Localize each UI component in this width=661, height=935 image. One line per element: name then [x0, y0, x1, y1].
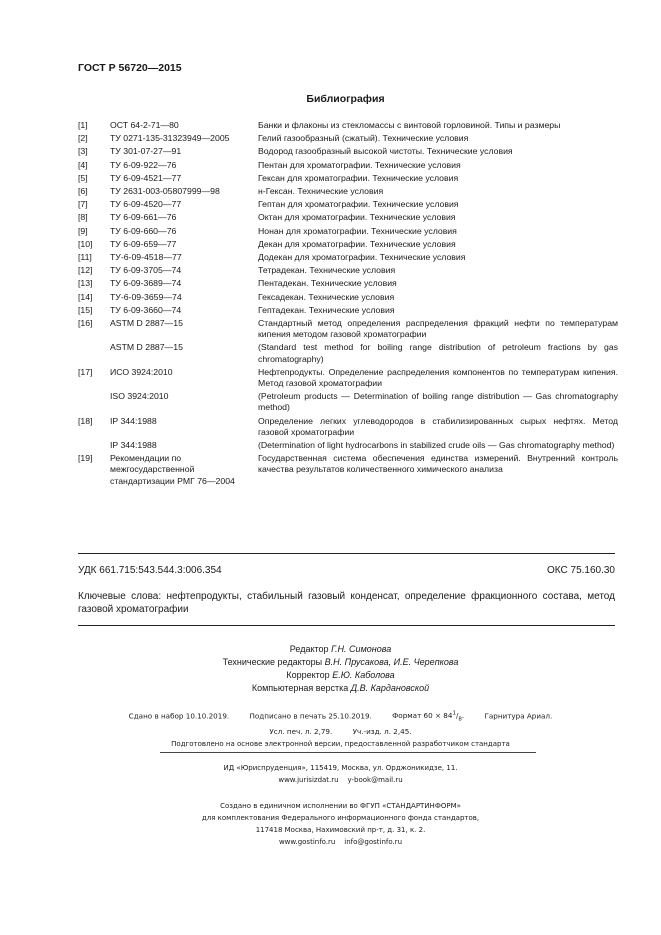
bibliography-entry	[78, 199, 618, 210]
bibliography-entry	[78, 391, 618, 413]
entry-number	[78, 391, 110, 413]
entry-document: ТУ 6-09-3689—74	[110, 278, 182, 289]
entry-document: ТУ 6-09-3705—74	[110, 265, 182, 276]
entry-document: ТУ-6-09-3659—74	[110, 291, 182, 302]
bibliography-entry	[78, 440, 618, 451]
entry-document: ТУ 6-09-3660—74	[110, 304, 182, 315]
pub-sheets: Уч.-изд. л. 2,45.	[352, 726, 412, 736]
bibliography-entry	[78, 120, 618, 131]
entry-document: ИСО 3924:2010	[110, 366, 173, 377]
credits	[0, 643, 661, 695]
publisher-address: ИД «Юриспруденция», 115419, Москва, ул. Орджоникидзе, 11. www.jurisizdat.ru y-book@mail.ru	[223, 764, 458, 784]
bibliography-entry	[78, 173, 618, 184]
bibliography-entry	[78, 252, 618, 263]
entry-description: Гептан для хроматографии. Технические условия	[258, 199, 459, 210]
entry-document: ТУ 6-09-4521—77	[110, 172, 182, 183]
entry-document: IP 344:1988	[110, 415, 157, 426]
credit-layout: Компьютерная верстка Д.В. Кардановской	[251, 683, 430, 693]
entry-document: Рекомендации по межгосударственной стандартизации РМГ 76—2004	[110, 453, 235, 486]
oks-code: ОКС 75.160.30	[547, 565, 615, 576]
entry-description: Стандартный метод определения распределения фракций нефти по температурам кипения методом газовой хроматографии	[258, 318, 618, 340]
entry-description: (Petroleum products — Determination of boiling range distribution — Gas chromatography method)	[258, 391, 618, 413]
entry-number: [15]	[78, 304, 93, 315]
bibliography-entry	[78, 146, 618, 157]
entry-description: Определение легких углеводородов в стабилизированных сырых нефтях. Метод газовой хроматографии	[258, 415, 618, 437]
entry-document: ТУ 6-09-660—76	[110, 225, 177, 236]
entry-document: ISO 3924:2010	[110, 391, 169, 402]
entry-description: Гексадекан. Технические условия	[258, 291, 395, 302]
entry-number: [6]	[78, 186, 88, 197]
production-info: Создано в единичном исполнении во ФГУП «СТАНДАРТИНФОРМ» для комплектования Федерального информационного фонда стандартов, 117418 Москва, Нахимовский пр-т, д. 31, к. 2. www.gostinfo.ru info@gostinfo.ru	[201, 802, 480, 846]
entry-number: [17]	[78, 366, 93, 377]
entry-description: Гексан для хроматографии. Технические условия	[258, 172, 459, 183]
entry-description: (Standard test method for boiling range distribution of petroleum fractions by gas chromatography)	[258, 342, 618, 364]
credit-corrector: Корректор Е.Ю. Каболова	[286, 670, 395, 680]
entry-document: ТУ 6-09-4520—77	[110, 199, 182, 210]
entry-number: [2]	[78, 133, 88, 144]
bibliography-entry	[78, 342, 618, 364]
entry-description: Нонан для хроматографии. Технические условия	[258, 225, 457, 236]
entry-number: [7]	[78, 199, 88, 210]
bibliography-entry	[78, 265, 618, 276]
bibliography-entry	[78, 305, 618, 316]
entry-number: [16]	[78, 318, 93, 329]
bibliography-entry	[78, 367, 618, 389]
entry-number	[78, 342, 110, 364]
submitted-date: Сдано в набор 10.10.2019.	[128, 711, 230, 721]
entry-description: Декан для хроматографии. Технические условия	[258, 238, 456, 249]
format: Формат $60 \times 84^1/_8$.	[392, 711, 465, 723]
entry-description: (Determination of light hydrocarbons in stabilized crude oils — Gas chromatography method)	[258, 440, 615, 451]
bibliography-entry	[78, 133, 618, 144]
entry-description: Гептадекан. Технические условия	[258, 304, 395, 315]
bibliography-entry	[78, 416, 618, 438]
divider	[78, 625, 615, 626]
entry-number: [8]	[78, 212, 88, 223]
entry-document: IP 344:1988	[110, 440, 157, 451]
entry-document: ASTM D 2887—15	[110, 318, 183, 329]
entry-document: ТУ-6-09-4518—77	[110, 252, 182, 263]
entry-description: Пентадекан. Технические условия	[258, 278, 397, 289]
entry-number: [1]	[78, 120, 88, 130]
signed-date: Подписано в печать 25.10.2019.	[249, 711, 372, 721]
entry-document: ТУ 0271-135-31323949—2005	[110, 133, 230, 144]
bibliography-entry	[78, 318, 618, 340]
entry-document: ТУ 6-09-922—76	[110, 159, 177, 170]
bibliography-entry	[78, 160, 618, 171]
entry-number: [11]	[78, 252, 92, 263]
bibliography-entry	[78, 278, 618, 289]
entry-number: [19]	[78, 453, 93, 464]
entry-description: Банки и флаконы из стекломассы с винтовой горловиной. Типы и размеры	[258, 120, 561, 130]
entry-number: [5]	[78, 172, 88, 183]
entry-description: Октан для хроматографии. Технические условия	[258, 212, 456, 223]
typeface: Гарнитура Ариал.	[484, 711, 553, 721]
prepared-note: Подготовлено на основе электронной версии, предоставленной разработчиком стандарта	[171, 740, 510, 748]
entry-number	[78, 440, 110, 451]
udk-code: УДК 661.715:543.544.3:006.354	[78, 565, 222, 576]
entry-description: Додекан для хроматографии. Технические условия	[258, 252, 466, 263]
bibliography-entry	[78, 292, 618, 303]
entry-number: [4]	[78, 159, 88, 170]
bibliography-entry	[78, 186, 618, 197]
keywords: Ключевые слова: нефтепродукты, стабильный газовый конденсат, определение фракционного состава, метод газовой хроматографии	[78, 591, 615, 615]
entry-number: [14]	[78, 291, 93, 302]
bibliography-title: Библиография	[306, 93, 385, 105]
standard-header: ГОСТ Р 56720—2015	[78, 62, 182, 74]
entry-document: ТУ 6-09-659—77	[110, 238, 177, 249]
entry-description: Гелий газообразный (сжатый). Технические условия	[258, 133, 469, 144]
entry-number: [10]	[78, 238, 93, 249]
entry-number: [3]	[78, 146, 88, 157]
entry-number: [18]	[78, 415, 93, 426]
bibliography-entry	[78, 226, 618, 237]
divider	[78, 553, 615, 554]
publishing-info	[0, 708, 661, 738]
entry-description: Тетрадекан. Технические условия	[258, 265, 396, 276]
entry-description: Пентан для хроматографии. Технические условия	[258, 159, 461, 170]
print-sheets: Усл. печ. л. 2,79.	[269, 726, 333, 736]
entry-description: Водород газообразный высокой чистоты. Технические условия	[258, 146, 513, 157]
bibliography-entry	[78, 239, 618, 250]
entry-description: Нефтепродукты. Определение распределения компонентов по температурам кипения. Метод газовой хроматографии	[258, 366, 618, 389]
entry-number: [13]	[78, 278, 93, 289]
bibliography-entry	[78, 453, 618, 487]
entry-document: ТУ 301-07-27—91	[110, 146, 182, 157]
entry-description: Государственная система обеспечения единства измерений. Внутренний контроль качества результатов количественного химического анализа	[258, 453, 618, 475]
entry-number: [9]	[78, 225, 88, 236]
entry-document: ТУ 6-09-661—76	[110, 212, 177, 223]
entry-description: н-Гексан. Технические условия	[258, 186, 384, 197]
bibliography-list	[78, 120, 618, 489]
entry-document: ТУ 2631-003-05807999—98	[110, 186, 220, 197]
bibliography-entry	[78, 212, 618, 223]
credit-tech-editors: Технические редакторы В.Н. Прусакова, И.Е. Черепкова	[222, 657, 459, 667]
entry-document: ASTM D 2887—15	[110, 342, 183, 353]
classification-line	[78, 565, 615, 576]
credit-editor: Редактор Г.Н. Симонова	[289, 644, 392, 654]
entry-number: [12]	[78, 265, 93, 276]
entry-document: ОСТ 64-2-71—80	[110, 120, 179, 130]
divider	[160, 752, 536, 753]
